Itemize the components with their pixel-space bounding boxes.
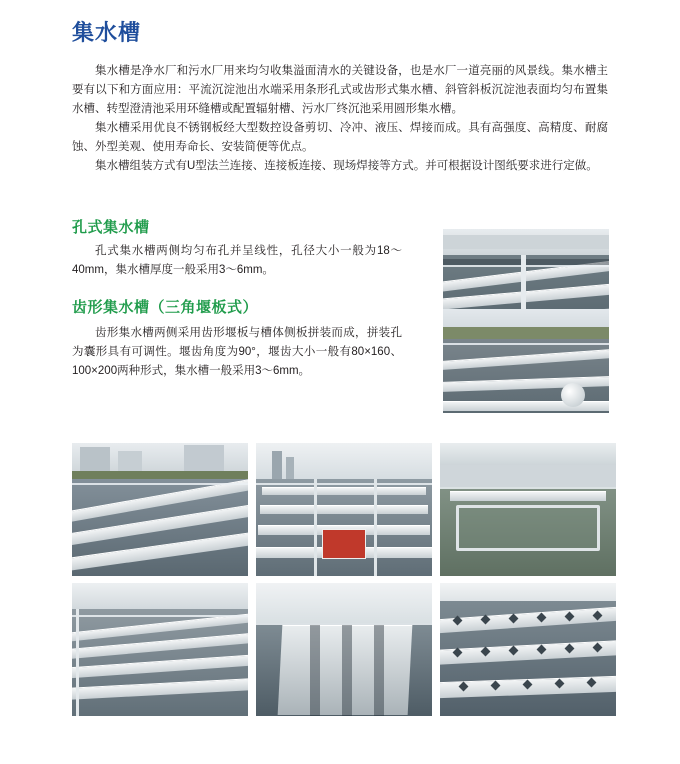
intro-paragraph-3: 集水槽组装方式有U型法兰连接、连接板连接、现场焊接等方式。并可根据设计图纸要求进行定做。 (95, 160, 598, 172)
long-channel-launders-photo (256, 583, 432, 716)
section-1-paragraph-1: 孔式集水槽两侧均匀布孔并呈线性，孔径大小一般为18～40mm，集水槽厚度一般采用3～6mm。 (72, 245, 402, 276)
section-title-vnotch: 齿形集水槽（三角堰板式） (72, 299, 259, 316)
section-body-perforated (72, 242, 402, 280)
section-2-paragraph-1: 齿形集水槽两侧采用齿形堰板与槽体侧板拼装而成，拼装孔为囊形具有可调性。堰齿角度为90°，堰齿大小一般有80×160、100×200两种形式，集水槽一般采用3～6mm。 (72, 327, 402, 377)
launder-with-safety-sign-photo (256, 443, 432, 576)
section-title-perforated: 孔式集水槽 (72, 219, 150, 236)
v-notch-weir-closeup-photo (440, 583, 616, 716)
parallel-launders-photo (72, 583, 248, 716)
page-title: 集水槽 (72, 20, 142, 45)
intro-text-block (72, 62, 608, 176)
v-notch-launder-photo (443, 309, 609, 413)
section-body-vnotch (72, 324, 402, 381)
safety-sign (322, 529, 366, 559)
intro-paragraph-2: 集水槽采用优良不锈钢板经大型数控设备剪切、冷冲、液压、焊接而成。具有高强度、高精度、耐腐蚀、外型美观、使用寿命长、安装简便等优点。 (72, 122, 608, 153)
clarifier-basin-photo (440, 443, 616, 576)
intro-paragraph-1: 集水槽是净水厂和污水厂用来均匀收集溢面清水的关键设备，也是水厂一道亮丽的风景线。集水槽主要有以下和方面应用：平流沉淀池出水端采用条形孔式或齿形式集水槽、斜管斜板沉淀池表面均匀布置集水槽、转型澄清池采用环缝槽或配置辐射槽、污水厂终沉池采用圆形集水槽。 (72, 65, 608, 115)
sedimentation-tank-outdoor-photo (72, 443, 248, 576)
